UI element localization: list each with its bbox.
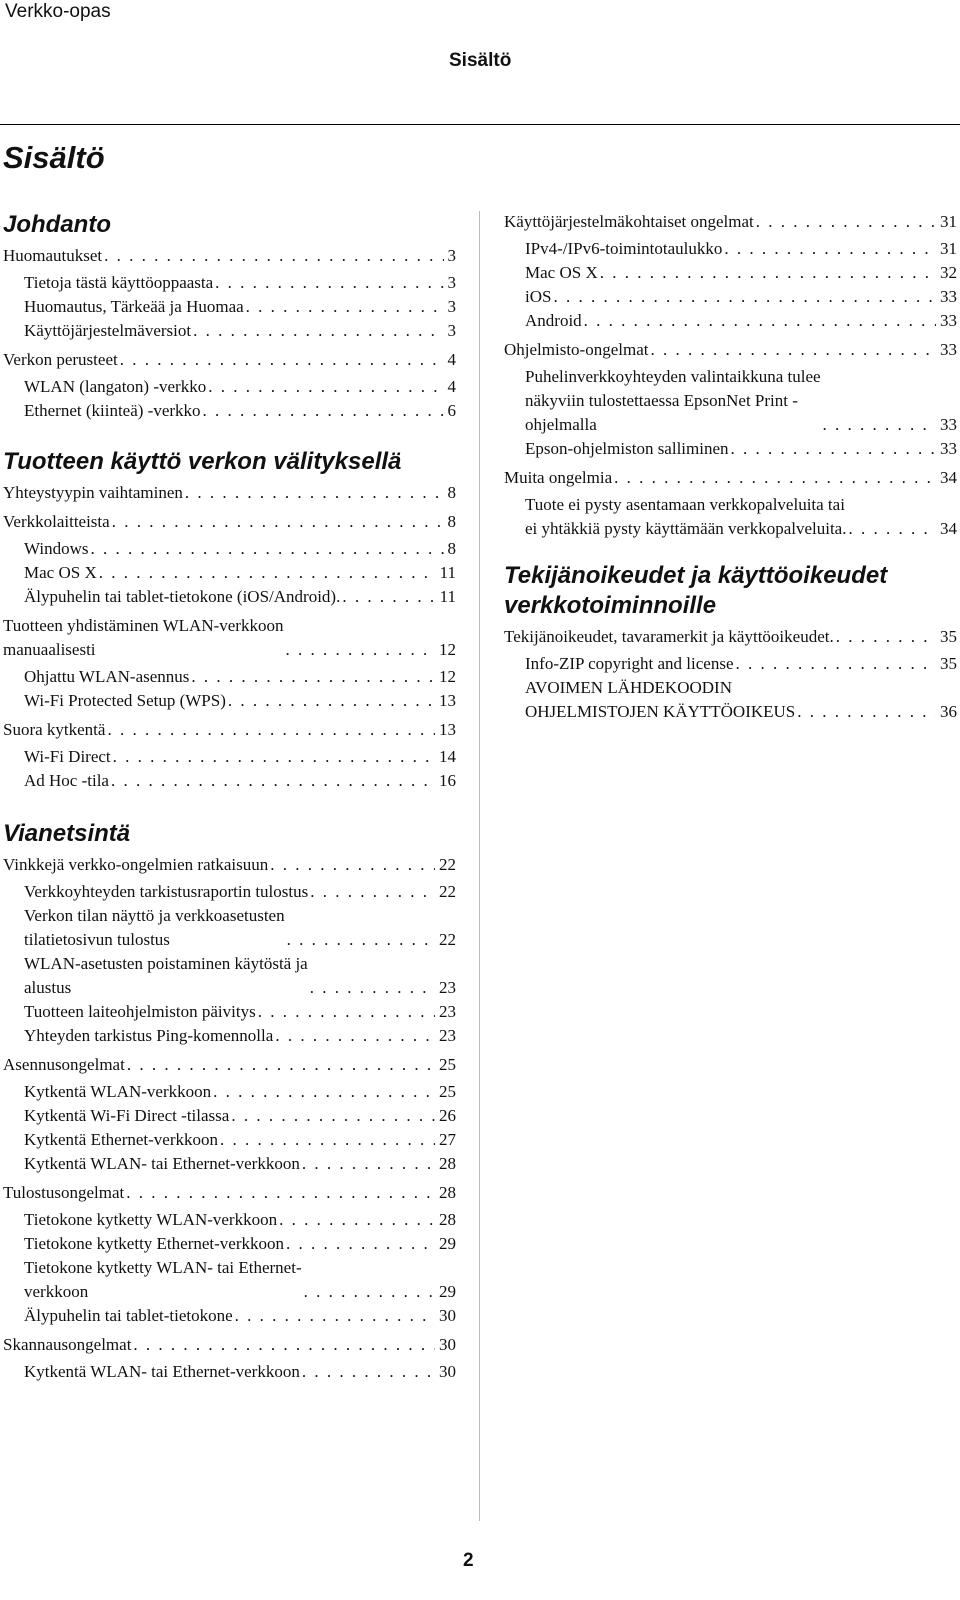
toc-entry[interactable] (3, 1304, 456, 1328)
toc-leader-dots (836, 625, 936, 649)
toc-entry[interactable] (3, 880, 456, 904)
toc-entry-text: Kytkentä WLAN- tai Ethernet-verkkoon (24, 1362, 300, 1381)
toc-entry-text: WLAN-asetusten poistaminen käytöstä ja alustus (24, 954, 308, 997)
toc-entry[interactable] (3, 769, 456, 793)
toc-leader-dots (553, 285, 936, 309)
toc-entry[interactable] (3, 952, 456, 1000)
toc-entry[interactable] (3, 1024, 456, 1048)
toc-entry-text: Huomautukset (3, 246, 103, 265)
toc-page-number: 4 (447, 350, 456, 369)
toc-entry[interactable] (3, 1232, 456, 1256)
toc-leader-dots (342, 585, 435, 609)
toc-entry[interactable] (3, 1128, 456, 1152)
toc-page-number: 3 (447, 321, 456, 340)
toc-page-number: 12 (439, 667, 456, 686)
toc-page-number: 31 (940, 239, 957, 258)
toc-entry-text: Yhteystyypin vaihtaminen (3, 483, 183, 502)
toc-entry-text: Tekijänoikeudet, tavaramerkit ja käyttöoikeudet. (504, 627, 834, 646)
toc-entry-text: Tietokone kytketty Ethernet-verkkoon (24, 1234, 284, 1253)
toc-page-number: 12 (439, 640, 456, 659)
toc-entry-text: Käyttöjärjestelmäversiot (24, 321, 192, 340)
toc-entry-text: Mac OS X (525, 263, 598, 282)
toc-right-column (504, 210, 957, 724)
toc-leader-dots (302, 1360, 435, 1384)
toc-section (3, 819, 456, 1384)
toc-entry-text: Ad Hoc -tila (24, 771, 109, 790)
toc-entry[interactable] (504, 309, 957, 333)
toc-leader-dots (112, 510, 444, 534)
toc-leader-dots (600, 261, 936, 285)
toc-entry[interactable] (3, 561, 456, 585)
toc-leader-dots (213, 1080, 435, 1104)
toc-leader-dots (231, 1104, 435, 1128)
toc-entry[interactable] (504, 652, 957, 676)
toc-entry-text: Kytkentä Ethernet-verkkoon (24, 1130, 219, 1149)
toc-page-number: 33 (940, 311, 957, 330)
toc-page-number: 27 (439, 1130, 456, 1149)
toc-section-title: Tuotteen käyttö verkon välityksellä (3, 448, 402, 475)
toc-leader-dots (113, 745, 435, 769)
toc-entry-text: Ohjattu WLAN-asennus (24, 667, 190, 686)
toc-page-number: 8 (447, 539, 456, 558)
toc-entry-text: Vinkkejä verkko-ongelmien ratkaisuun (3, 855, 269, 874)
toc-leader-dots (270, 853, 435, 877)
toc-section (504, 561, 957, 724)
toc-page-number: 23 (439, 1002, 456, 1021)
toc-leader-dots (191, 665, 435, 689)
toc-page-number: 33 (940, 415, 957, 434)
toc-page-number: 26 (439, 1106, 456, 1125)
toc-page-number: 23 (439, 1026, 456, 1045)
toc-entry-text: Skannausongelmat (3, 1335, 132, 1354)
toc-entry-text: Suora kytkentä (3, 720, 106, 739)
toc-section-title: Vianetsintä (3, 820, 131, 847)
toc-page-number: 3 (447, 273, 456, 292)
toc-entry[interactable] (3, 1104, 456, 1128)
toc-page-number: 32 (940, 263, 957, 282)
toc-leader-dots (220, 1128, 435, 1152)
toc-leader-dots (287, 928, 435, 952)
toc-page-number: 13 (439, 691, 456, 710)
toc-page-number: 25 (439, 1082, 456, 1101)
toc-page-number: 29 (439, 1282, 456, 1301)
toc-page-number: 28 (439, 1210, 456, 1229)
toc-entry[interactable] (3, 585, 456, 609)
toc-page-number: 30 (439, 1306, 456, 1325)
toc-page-number: 4 (447, 377, 456, 396)
toc-entry[interactable] (3, 271, 456, 295)
toc-entry-text: Älypuhelin tai tablet-tietokone (iOS/Android). (24, 587, 341, 606)
toc-leader-dots (797, 700, 936, 724)
toc-entry-text: Tulostusongelmat (3, 1183, 125, 1202)
toc-leader-dots (215, 271, 443, 295)
toc-entry[interactable] (3, 853, 456, 877)
toc-entry-text: iOS (525, 287, 552, 306)
toc-entry[interactable] (3, 537, 456, 561)
toc-page-number: 34 (940, 468, 957, 487)
toc-entry-text: Puhelinverkkoyhteyden valintaikkuna tulee näkyviin tulostettaessa EpsonNet Print - ohjelmalla (525, 367, 821, 434)
toc-entry-text: Yhteyden tarkistus Ping-komennolla (24, 1026, 274, 1045)
toc-entry-text: Mac OS X (24, 563, 97, 582)
toc-entry[interactable] (504, 676, 957, 724)
toc-leader-dots (823, 413, 936, 437)
toc-entry[interactable] (504, 437, 957, 461)
toc-entry-text: Tuotteen laiteohjelmiston päivitys (24, 1002, 256, 1021)
toc-entry-text: Käyttöjärjestelmäkohtaiset ongelmat (504, 212, 754, 231)
toc-entry[interactable] (504, 625, 957, 649)
toc-page-number: 8 (447, 512, 456, 531)
toc-page-number: 22 (439, 882, 456, 901)
toc-leader-dots (127, 1053, 435, 1077)
toc-page-number: 35 (940, 627, 957, 646)
running-header-title: Verkko-opas (5, 1, 111, 22)
header-rule (0, 124, 960, 125)
toc-leader-dots (310, 880, 435, 904)
toc-page-number: 30 (439, 1335, 456, 1354)
toc-entry[interactable] (3, 718, 456, 742)
running-header-section: Sisältö (449, 50, 512, 71)
toc-section (3, 447, 456, 793)
toc-page-number: 11 (439, 563, 456, 582)
toc-entry[interactable] (3, 1360, 456, 1384)
toc-leader-dots (203, 399, 444, 423)
toc-entry[interactable] (504, 285, 957, 309)
toc-entry[interactable] (3, 319, 456, 343)
toc-entry[interactable] (3, 295, 456, 319)
toc-page-number: 33 (940, 340, 957, 359)
toc-entry-text: Ethernet (kiinteä) -verkko (24, 401, 201, 420)
toc-entry[interactable] (3, 399, 456, 423)
toc-page-number: 23 (439, 978, 456, 997)
toc-entry-text: Epson-ohjelmiston salliminen (525, 439, 729, 458)
toc-entry-text: Tuote ei pysty asentamaan verkkopalveluita tai ei yhtäkkiä pysty käyttämään verkkopalveluita. (525, 495, 847, 538)
toc-leader-dots (193, 319, 443, 343)
toc-entry[interactable] (3, 1000, 456, 1024)
toc-entry-text: WLAN (langaton) -verkko (24, 377, 207, 396)
toc-leader-dots (246, 295, 444, 319)
toc-leader-dots (185, 481, 444, 505)
toc-page-number: 3 (447, 246, 456, 265)
toc-leader-dots (724, 237, 936, 261)
toc-leader-dots (275, 1024, 435, 1048)
toc-page-number: 31 (940, 212, 957, 231)
toc-entry[interactable] (3, 244, 456, 268)
toc-leader-dots (848, 517, 936, 541)
toc-leader-dots (302, 1152, 435, 1176)
toc-leader-dots (104, 244, 443, 268)
toc-entry[interactable] (3, 375, 456, 399)
toc-entry-text: Windows (24, 539, 89, 558)
toc-entry-text: Tietoja tästä käyttöoppaasta (24, 273, 214, 292)
toc-left-column (3, 210, 456, 1384)
toc-page-number: 8 (447, 483, 456, 502)
toc-leader-dots (310, 976, 435, 1000)
toc-entry[interactable] (3, 348, 456, 372)
toc-entry-text: Verkon perusteet (3, 350, 118, 369)
toc-entry-text: Tuotteen yhdistäminen WLAN-verkkoon manuaalisesti (3, 616, 284, 659)
toc-entry-text: Verkon tilan näyttö ja verkkoasetusten tilatietosivun tulostus (24, 906, 285, 949)
toc-page-number: 25 (439, 1055, 456, 1074)
toc-entry[interactable] (504, 237, 957, 261)
toc-leader-dots (736, 652, 937, 676)
toc-entry-text: Verkkolaitteista (3, 512, 110, 531)
toc-leader-dots (228, 689, 435, 713)
toc-entry-text: Wi-Fi Protected Setup (WPS) (24, 691, 226, 710)
toc-entry-text: Info-ZIP copyright and license (525, 654, 734, 673)
toc-section-title: Tekijänoikeudet ja käyttöoikeudet verkkotoiminnoille (504, 562, 888, 619)
toc-page-number: 35 (940, 654, 957, 673)
toc-entry-text: Ohjelmisto-ongelmat (504, 340, 649, 359)
toc-entry[interactable] (3, 510, 456, 534)
toc-entry[interactable] (3, 904, 456, 952)
toc-page-number: 14 (439, 747, 456, 766)
toc-entry-text: Kytkentä Wi-Fi Direct -tilassa (24, 1106, 230, 1125)
toc-entry-text: Android (525, 311, 582, 330)
toc-entry[interactable] (3, 1152, 456, 1176)
toc-entry-text: Kytkentä WLAN-verkkoon (24, 1082, 212, 1101)
toc-entry[interactable] (504, 261, 957, 285)
toc-leader-dots (731, 437, 936, 461)
toc-entry[interactable] (3, 689, 456, 713)
toc-leader-dots (99, 561, 436, 585)
toc-entry[interactable] (3, 745, 456, 769)
toc-entry[interactable] (3, 1181, 456, 1205)
toc-entry-text: Muita ongelmia (504, 468, 613, 487)
toc-leader-dots (111, 769, 435, 793)
toc-entry[interactable] (3, 614, 456, 662)
toc-page-number: 6 (447, 401, 456, 420)
toc-page-number: 28 (439, 1154, 456, 1173)
toc-entry[interactable] (3, 665, 456, 689)
toc-leader-dots (650, 338, 936, 362)
toc-leader-dots (285, 638, 435, 662)
toc-page-number: 33 (940, 439, 957, 458)
toc-entry-text: Tietokone kytketty WLAN-verkkoon (24, 1210, 278, 1229)
toc-page-number: 28 (439, 1183, 456, 1202)
toc-entry-text: Wi-Fi Direct (24, 747, 111, 766)
toc-entry[interactable] (504, 210, 957, 234)
toc-leader-dots (304, 1280, 435, 1304)
toc-entry[interactable] (3, 1333, 456, 1357)
toc-leader-dots (120, 348, 444, 372)
toc-page-number: 13 (439, 720, 456, 739)
toc-leader-dots (126, 1181, 435, 1205)
toc-entry[interactable] (3, 1208, 456, 1232)
toc-leader-dots (279, 1208, 435, 1232)
toc-leader-dots (133, 1333, 435, 1357)
toc-entry[interactable] (3, 1080, 456, 1104)
toc-leader-dots (258, 1000, 435, 1024)
toc-page-number: 33 (940, 287, 957, 306)
toc-leader-dots (90, 537, 443, 561)
toc-leader-dots (107, 718, 435, 742)
toc-leader-dots (756, 210, 936, 234)
toc-entry-text: AVOIMEN LÄHDEKOODIN OHJELMISTOJEN KÄYTTÖOIKEUS (525, 678, 796, 721)
toc-entry[interactable] (3, 1053, 456, 1077)
toc-entry-text: Tietokone kytketty WLAN- tai Ethernet- verkkoon (24, 1258, 302, 1301)
toc-entry[interactable] (3, 1256, 456, 1304)
toc-leader-dots (584, 309, 936, 333)
toc-page-number: 3 (447, 297, 456, 316)
toc-entry[interactable] (3, 481, 456, 505)
toc-leader-dots (208, 375, 443, 399)
toc-page-number: 22 (439, 855, 456, 874)
toc-entry[interactable] (504, 338, 957, 362)
toc-entry-text: Verkkoyhteyden tarkistusraportin tulostus (24, 882, 309, 901)
toc-entry-text: Asennusongelmat (3, 1055, 125, 1074)
toc-page-number: 16 (439, 771, 456, 790)
toc-section (3, 210, 456, 423)
toc-entry[interactable] (504, 493, 957, 541)
toc-page-number: 22 (439, 930, 456, 949)
toc-entry-text: Huomautus, Tärkeää ja Huomaa (24, 297, 244, 316)
toc-entry[interactable] (504, 466, 957, 490)
toc-entry-text: Älypuhelin tai tablet-tietokone (24, 1306, 233, 1325)
column-divider (479, 211, 480, 1521)
toc-page-number: 11 (439, 587, 456, 606)
toc-entry[interactable] (504, 365, 957, 437)
toc-entry-text: IPv4-/IPv6-toimintotaulukko (525, 239, 723, 258)
toc-entry-text: Kytkentä WLAN- tai Ethernet-verkkoon (24, 1154, 300, 1173)
toc-section (504, 210, 957, 541)
toc-page-number: 29 (439, 1234, 456, 1253)
toc-page-number: 34 (940, 519, 957, 538)
toc-page-number: 36 (940, 702, 957, 721)
page-title: Sisältö (3, 140, 105, 175)
toc-leader-dots (286, 1232, 435, 1256)
toc-section-title: Johdanto (3, 211, 111, 238)
toc-leader-dots (614, 466, 936, 490)
toc-leader-dots (235, 1304, 435, 1328)
toc-page-number: 30 (439, 1362, 456, 1381)
page-number: 2 (463, 1550, 474, 1571)
